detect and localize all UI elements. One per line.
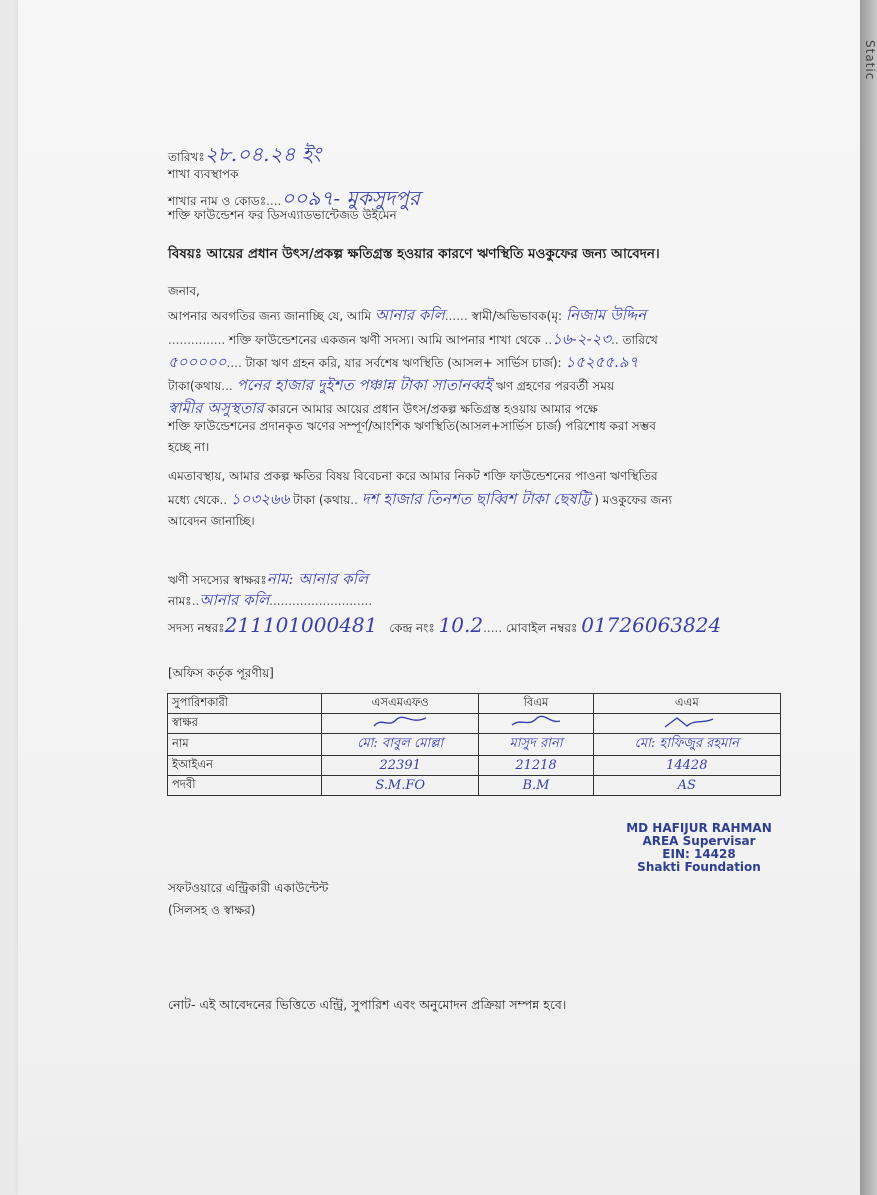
stamp-title: AREA Supervisar <box>642 834 756 848</box>
organization-name: শক্তি ফাউন্ডেশন ফর ডিসএ্যাডভান্টেজড উইমেন <box>168 208 397 222</box>
member-signature: নাম: আনার কলি <box>266 570 369 588</box>
date-value: ২৮.০৪.২৪ ইং <box>204 142 321 166</box>
member-number: 211101000481 <box>224 613 378 637</box>
center-number: 10.2 <box>438 613 484 637</box>
signature-cell <box>593 714 780 734</box>
table-row <box>168 734 781 756</box>
table-cell: S.M.FO <box>322 776 479 796</box>
table-cell: AS <box>593 776 780 796</box>
para2-line1: এমতাবস্থায়, আমার প্রকল্প ক্ষতির বিষয় বিবেচনা করে আমার নিকট শক্তি ফাউন্ডেশনের পাওনা ঋণস্থিতির <box>168 469 658 483</box>
para1-line6: শক্তি ফাউন্ডেশনের প্রদানকৃত ঋণের সম্পূর্ণ/আংশিক ঋণস্থিতি(আসল+সার্ভিস চার্জ) পরিশোধ করা সম্ভব <box>168 419 656 433</box>
loan-date: ১৬-২-২৩ <box>552 330 612 348</box>
table-cell: 14428 <box>593 756 780 776</box>
signature-scribble <box>657 715 717 729</box>
table-row <box>168 714 781 734</box>
subject-line: বিষয়ঃ আয়ের প্রধান উৎস/প্রকল্প ক্ষতিগ্রস্ত হওয়ার কারণে ঋণস্থিতি মওকুফের জন্য আবেদন। <box>168 246 660 262</box>
footer-note: নোট- এই আবেদনের ভিত্তিতে এন্ট্রি, সুপারিশ এবং অনুমোদন প্রক্রিয়া সম্পন্ন হবে। <box>168 997 567 1012</box>
office-use-label: [অফিস কর্তৃক পূরণীয়] <box>168 666 274 680</box>
text: ) মওকুফের জন্য <box>594 493 672 507</box>
branch-line: শাখার নাম ও কোডঃ....০০৯৭- মুকসুদপুর <box>168 186 420 210</box>
table-cell: মাসুদ রানা <box>479 734 593 756</box>
text: আপনার অবগতির জন্য জানাচ্ছি যে, আমি <box>168 309 372 323</box>
text: স্বামী/অভিভাবক(মৃ: <box>471 309 563 323</box>
para1-line1: আপনার অবগতির জন্য জানাচ্ছি যে, আমি আনার কলি...... স্বামী/অভিভাবক(মৃ: নিজাম উদ্দিন <box>168 306 647 324</box>
signature-label: ঋণী সদস্যের স্বাক্ষরঃ <box>168 573 267 587</box>
table-cell: 21218 <box>479 756 593 776</box>
table-cell: 22391 <box>322 756 479 776</box>
name-label: নামঃ <box>168 594 192 608</box>
member-name: আনার কলি <box>199 591 270 609</box>
branch-label: শাখার নাম ও কোডঃ <box>168 194 267 208</box>
applicant-name: আনার কলি <box>374 306 445 324</box>
signature-cell <box>479 714 593 734</box>
row-label: ইআইএন <box>168 756 322 776</box>
table-cell: মো: হাফিজুর রহমান <box>593 734 780 756</box>
recommendation-table <box>167 693 781 796</box>
para2-line3: আবেদন জানাচ্ছি। <box>168 514 255 528</box>
loan-amount: ৫০০০০০ <box>168 353 227 371</box>
accountant-seal-note: (সিলসহ ও স্বাক্ষর) <box>168 903 256 917</box>
waive-words: দশ হাজার তিনশত ছাব্বিশ টাকা ছেষট্টি <box>361 490 591 508</box>
member-name-line: নামঃ..আনার কলি........................... <box>168 591 373 609</box>
balance-amount: ১৫২৫৫.৯৭ <box>565 353 639 371</box>
stamp-org: Shakti Foundation <box>637 860 761 874</box>
text: টাকা ঋণ গ্রহন করি, যার সর্বশেষ ঋণস্থিতি (আসল+ সার্ভিস চার্জ): <box>245 356 562 370</box>
para1-line7: হচ্ছে না। <box>168 440 210 454</box>
row-label: স্বাক্ষর <box>168 714 322 734</box>
page-edge <box>860 0 877 1195</box>
text: মধ্যে থেকে <box>168 493 220 507</box>
text: কারনে আমার আয়ের প্রধান উৎস/প্রকল্প ক্ষতিগ্রস্ত হওয়ায় আমার পক্ষে <box>267 402 598 416</box>
officer-stamp <box>614 822 784 874</box>
para1-line2: ............... শক্তি ফাউন্ডেশনের একজন ঋণী সদস্য। আমি আপনার শাখা থেকে ..১৬-২-২৩.. তারিখে <box>168 330 658 348</box>
table-header-cell: এসএমএফও <box>322 694 479 714</box>
table-row <box>168 776 781 796</box>
waive-amount: ১০৩২৬৬ <box>230 490 290 508</box>
table-header-cell: বিএম <box>479 694 593 714</box>
row-label: নাম <box>168 734 322 756</box>
para1-line3: ৫০০০০০.... টাকা ঋণ গ্রহন করি, যার সর্বশেষ ঋণস্থিতি (আসল+ সার্ভিস চার্জ): ১৫২৫৫.৯৭ <box>168 353 639 371</box>
row-label: পদবী <box>168 776 322 796</box>
balance-words: পনের হাজার দুইশত পঞ্চান্ন টাকা সাতানব্বই <box>236 376 493 394</box>
para1-line4: টাকা(কথায়... পনের হাজার দুইশত পঞ্চান্ন টাকা সাতানব্বই ঋণ গ্রহণের পরবর্তী সময় <box>168 376 615 394</box>
salutation: জনাব, <box>168 284 200 298</box>
stamp-name: MD HAFIJUR RAHMAN <box>626 821 772 835</box>
mobile-label: মোবাইল নম্বরঃ <box>506 621 578 635</box>
branch-value: ০০৯৭- মুকসুদপুর <box>281 186 420 210</box>
table-cell: মো: বাবুল মোল্লা <box>322 734 479 756</box>
center-label: কেন্দ্র নংঃ <box>389 621 435 635</box>
stamp-ein: EIN: 14428 <box>662 847 736 861</box>
branch-manager: শাখা ব্যবস্থাপক <box>168 167 239 181</box>
signature-cell <box>322 714 479 734</box>
para2-line2: মধ্যে থেকে.. ১০৩২৬৬ টাকা (কথায়.. দশ হাজার তিনশত ছাব্বিশ টাকা ছেষট্টি ) মওকুফের জন্য <box>168 490 672 508</box>
para1-line5 <box>168 401 598 416</box>
table-header-cell: সুপারিশকারী <box>168 694 322 714</box>
date-label: তারিখঃ <box>168 150 205 164</box>
member-no-label: সদস্য নম্বরঃ <box>168 621 225 635</box>
edge-text: Static <box>863 40 877 81</box>
table-header-cell: এএম <box>593 694 780 714</box>
text: তারিখে <box>622 333 658 347</box>
text: টাকা (কথায় <box>293 493 351 507</box>
guardian-name: নিজাম উদ্দিন <box>565 306 647 324</box>
signature-scribble <box>506 715 566 729</box>
text: ঋণ গ্রহণের পরবর্তী সময় <box>495 379 615 393</box>
accountant-title: সফটওয়ারে এন্ট্রিকারী একাউন্টেন্ট <box>168 881 329 895</box>
signature-scribble <box>370 715 430 729</box>
member-numbers-line: সদস্য নম্বরঃ211101000481 কেন্দ্র নংঃ 10.2..... মোবাইল নম্বরঃ 01726063824 <box>168 613 722 637</box>
mobile-number: 01726063824 <box>581 613 722 637</box>
table-row <box>168 756 781 776</box>
text: শক্তি ফাউন্ডেশনের একজন ঋণী সদস্য। আমি আপনার শাখা থেকে <box>229 333 541 347</box>
table-header-row <box>168 694 781 714</box>
text: টাকা(কথায় <box>168 379 222 393</box>
table-cell: B.M <box>479 776 593 796</box>
hardship-reason: স্বামীর অসুস্থতার <box>168 399 264 417</box>
